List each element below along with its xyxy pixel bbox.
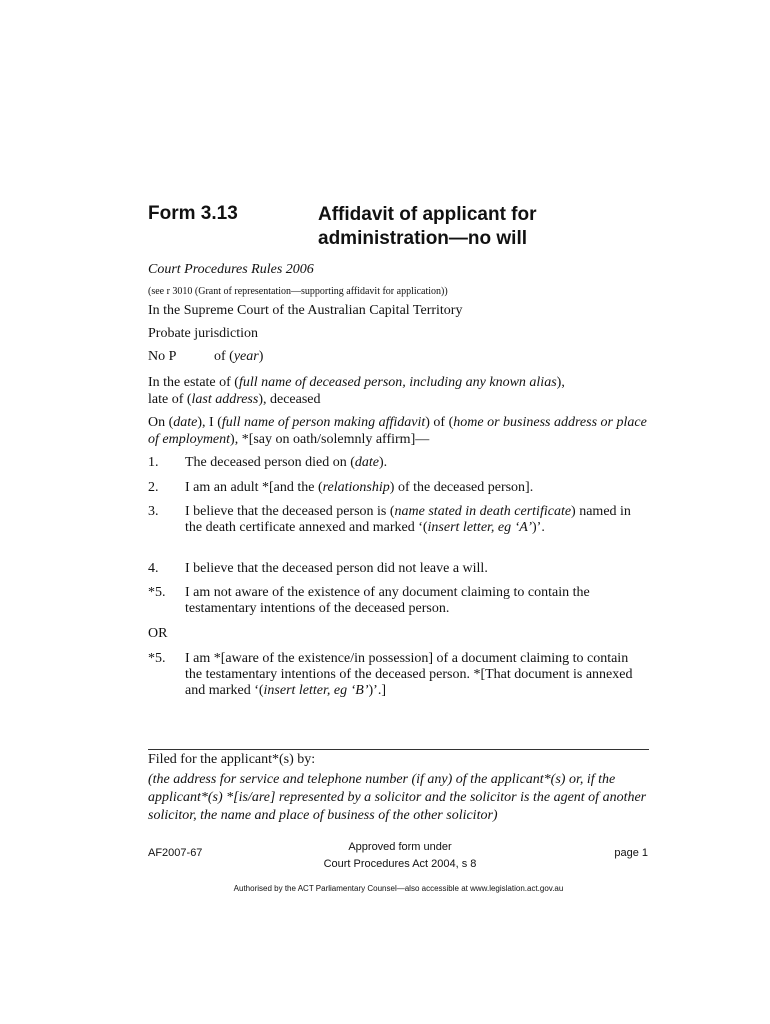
approved-form-note — [300, 839, 500, 873]
para5b-letter: insert letter, eg ‘B’ — [263, 683, 369, 698]
paragraph-text: I believe that the deceased person did not leave a will. — [185, 561, 488, 576]
paragraph-text — [185, 504, 648, 536]
approved-line1: Approved form under — [348, 841, 452, 853]
form-title-line2: administration—no will — [318, 228, 528, 249]
paragraph-text — [185, 480, 648, 496]
estate-p2: ), late of ( — [148, 375, 565, 407]
para1-p1: The deceased person died on ( — [185, 455, 355, 470]
estate-line — [148, 374, 568, 408]
paragraph-number: 1. — [148, 455, 159, 470]
rules-citation: Court Procedures Rules 2006 — [148, 262, 314, 277]
case-number — [148, 349, 264, 365]
or-separator: OR — [148, 626, 168, 641]
para5b-p2: )’.] — [368, 683, 387, 698]
form-title — [318, 203, 618, 251]
court-name: In the Supreme Court of the Australian Capital Territory — [148, 303, 463, 318]
affirm-p3: ) of ( — [425, 415, 454, 430]
para3-p3: )’. — [532, 520, 545, 535]
paragraph-text — [185, 455, 648, 471]
para1-p2: ). — [378, 455, 388, 470]
affirm-name: full name of person making affidavit — [221, 415, 426, 430]
paragraph-text: I am not aware of the existence of any document claiming to contain the testamentary intentions of the deceased person. — [185, 585, 590, 616]
filed-description: (the address for service and telephone number (if any) of the applicant*(s) or, if the applicant*(s) *[is/are] represented by a solicitor and the solicitor is the agent of another solicitor, the name and place of business of the other solicitor) — [148, 772, 647, 823]
para3-name: name stated in death certificate — [394, 504, 572, 519]
affirm-p1: On ( — [148, 415, 174, 430]
para3-p2: ) named in the death certificate annexed and marked ‘( — [185, 504, 631, 535]
para3-p1: I believe that the deceased person is ( — [185, 504, 395, 519]
affirm-p2: ), I ( — [197, 415, 222, 430]
para2-p2: ) of the deceased person]. — [389, 480, 534, 495]
paragraph-number: 2. — [148, 480, 159, 495]
affirm-address: home or business address or place of employment — [148, 415, 647, 447]
affirm-p4: ), *[say on oath/solemnly affirm]— — [230, 432, 430, 447]
affirm-date: date — [173, 415, 198, 430]
affirmation-line — [148, 414, 653, 448]
para1-date: date — [354, 455, 379, 470]
estate-p1: In the estate of ( — [148, 375, 239, 390]
case-year-close: ) — [258, 349, 264, 364]
paragraph-number: 4. — [148, 561, 159, 576]
see-reference: (see r 3010 (Grant of representation—supporting affidavit for application)) — [148, 286, 448, 297]
para2-p1: I am an adult *[and the ( — [185, 480, 323, 495]
case-no-label: No P — [148, 349, 177, 364]
jurisdiction: Probate jurisdiction — [148, 326, 259, 341]
page-number: page 1 — [614, 847, 648, 859]
paragraph-number: *5. — [148, 585, 166, 600]
paragraph-number: 3. — [148, 504, 159, 519]
approved-line2: Court Procedures Act 2004, s 8 — [323, 858, 477, 870]
estate-last-address: last address — [191, 392, 259, 407]
case-of-text: of ( — [214, 349, 234, 364]
case-year-placeholder: year — [233, 349, 259, 364]
filed-label: Filed for the applicant*(s) by: — [148, 752, 316, 767]
para2-relationship: relationship — [322, 480, 390, 495]
paragraph-number: *5. — [148, 651, 166, 666]
case-year — [214, 349, 263, 365]
paragraph-text — [185, 651, 648, 699]
filed-divider — [148, 749, 649, 750]
estate-p3: ), deceased — [258, 392, 321, 407]
form-number: Form 3.13 — [148, 203, 238, 224]
para5b-p1: I am *[aware of the existence/in possession] of a document claiming to contain the testamentary intentions of the deceased person. *[That document is annexed and marked ‘( — [185, 651, 633, 698]
authorised-note: Authorised by the ACT Parliamentary Counsel—also accessible at www.legislation.act.gov.au — [233, 884, 564, 893]
form-title-line1: Affidavit of applicant for — [318, 204, 537, 225]
para3-letter: insert letter, eg ‘A’ — [427, 520, 532, 535]
form-code: AF2007-67 — [148, 847, 203, 859]
estate-deceased-name: full name of deceased person, including any known alias — [238, 375, 557, 390]
